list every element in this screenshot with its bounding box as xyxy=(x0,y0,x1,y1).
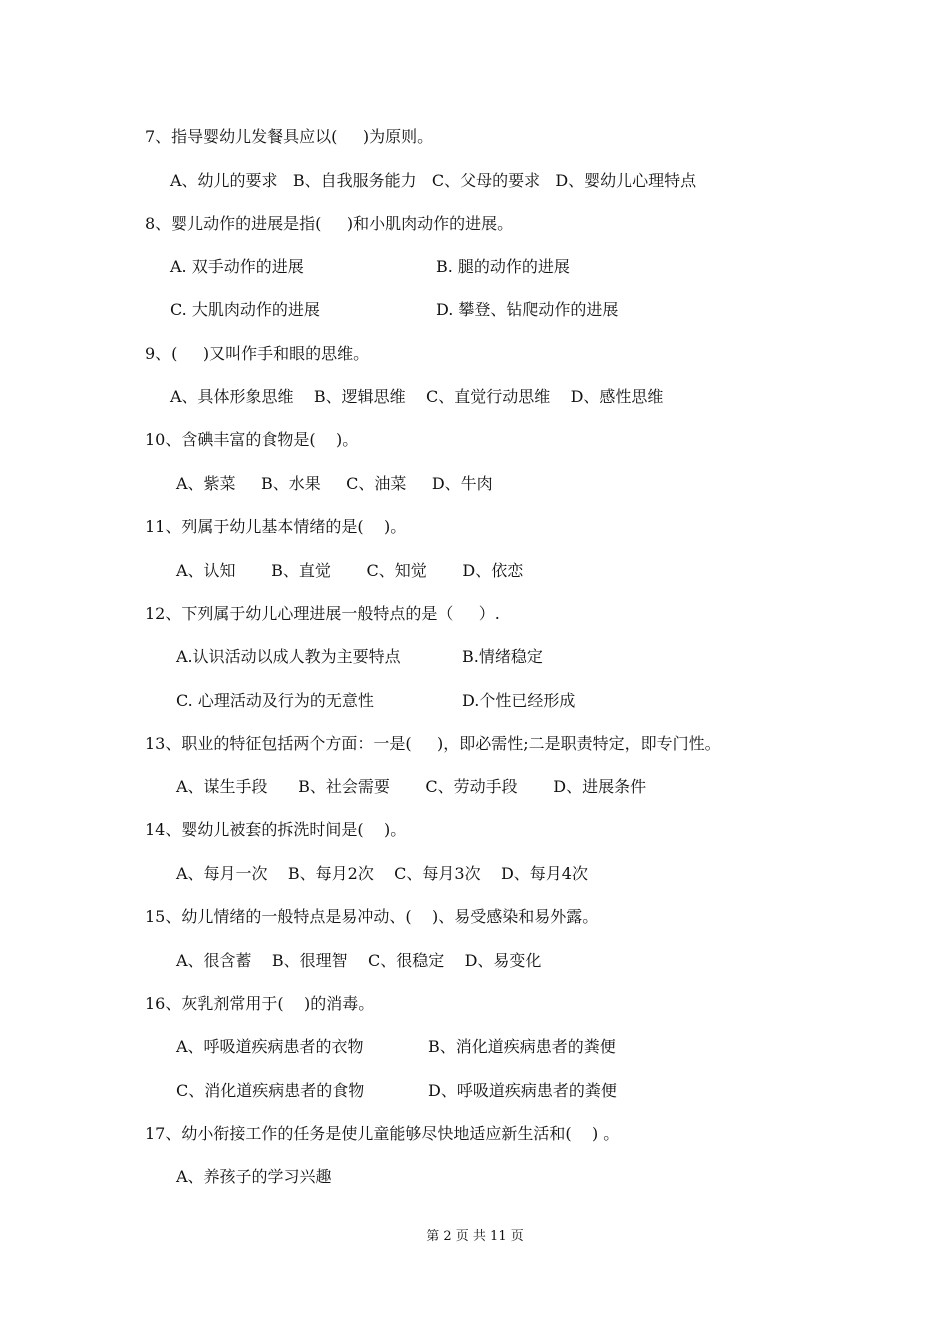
question-7-options: A、幼儿的要求 B、自我服务能力 C、父母的要求 D、婴幼儿心理特点 xyxy=(170,171,697,190)
question-12-option-a: A.认识活动以成人教为主要特点 xyxy=(176,647,401,666)
question-15-options: A、很含蓄 B、很理智 C、很稳定 D、易变化 xyxy=(176,951,542,970)
question-12-stem: 12、下列属于幼儿心理进展一般特点的是（ ）. xyxy=(145,604,500,623)
page-footer: 第 2 页 共 11 页 xyxy=(426,1229,524,1244)
question-12-option-b: B.情绪稳定 xyxy=(462,647,543,666)
question-13-options: A、谋生手段 B、社会需要 C、劳动手段 D、进展条件 xyxy=(176,777,647,796)
question-8-option-a: A. 双手动作的进展 xyxy=(170,257,304,276)
question-11-options: A、认知 B、直觉 C、知觉 D、依恋 xyxy=(176,561,524,580)
question-12-option-d: D.个性已经形成 xyxy=(462,691,576,710)
question-8-option-c: C. 大肌肉动作的进展 xyxy=(170,300,320,319)
question-10-stem: 10、含碘丰富的食物是( )。 xyxy=(145,430,359,449)
question-10-options: A、紫菜 B、水果 C、油菜 D、牛肉 xyxy=(176,474,493,493)
question-17-option-a: A、养孩子的学习兴趣 xyxy=(176,1167,332,1186)
question-14-options: A、每月一次 B、每月2次 C、每月3次 D、每月4次 xyxy=(176,864,588,883)
question-8-option-b: B. 腿的动作的进展 xyxy=(436,257,570,276)
question-13-stem: 13、职业的特征包括两个方面：一是( )，即必需性;二是职责特定，即专门性。 xyxy=(145,734,721,753)
question-17-stem: 17、幼小衔接工作的任务是使儿童能够尽快地适应新生活和( ) 。 xyxy=(145,1124,620,1143)
question-11-stem: 11、列属于幼儿基本情绪的是( )。 xyxy=(145,517,407,536)
question-15-stem: 15、幼儿情绪的一般特点是易冲动、( )、易受感染和易外露。 xyxy=(145,907,599,926)
question-9-stem: 9、( )又叫作手和眼的思维。 xyxy=(145,344,370,363)
question-9-options: A、具体形象思维 B、逻辑思维 C、直觉行动思维 D、感性思维 xyxy=(170,387,664,406)
question-8-stem: 8、婴儿动作的进展是指( )和小肌肉动作的进展。 xyxy=(145,214,514,233)
question-16-option-a: A、呼吸道疾病患者的衣物 xyxy=(176,1037,364,1056)
question-12-option-c: C. 心理活动及行为的无意性 xyxy=(176,691,374,710)
question-16-option-c: C、消化道疾病患者的食物 xyxy=(176,1081,365,1100)
question-14-stem: 14、婴幼儿被套的拆洗时间是( )。 xyxy=(145,820,407,839)
question-16-option-d: D、呼吸道疾病患者的粪便 xyxy=(428,1081,617,1100)
question-8-option-d: D. 攀登、钻爬动作的进展 xyxy=(436,300,619,319)
question-16-option-b: B、消化道疾病患者的粪便 xyxy=(428,1037,616,1056)
question-16-stem: 16、灰乳剂常用于( )的消毒。 xyxy=(145,994,375,1013)
question-7-stem: 7、指导婴幼儿发餐具应以( )为原则。 xyxy=(145,127,434,146)
